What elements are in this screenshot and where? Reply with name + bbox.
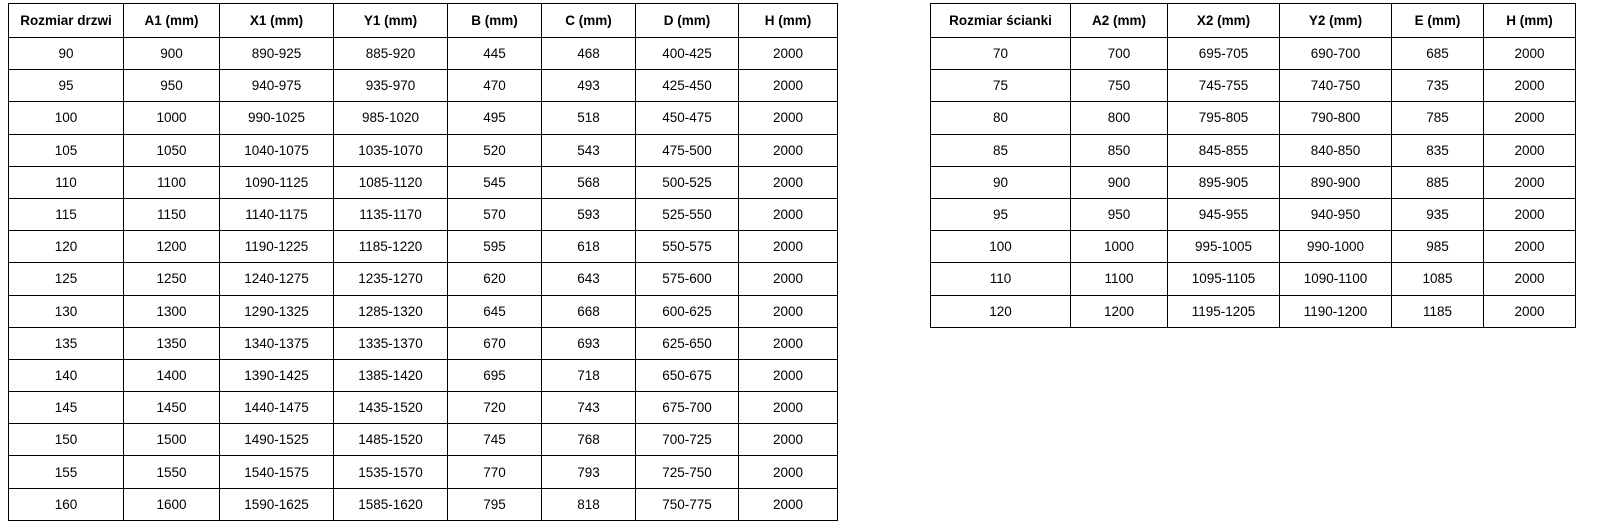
- doors-cell: 620: [448, 263, 542, 295]
- doors-cell: 2000: [739, 359, 838, 391]
- walls-cell: 700: [1071, 38, 1168, 70]
- walls-cell: 995-1005: [1168, 231, 1280, 263]
- walls-cell: 835: [1392, 134, 1484, 166]
- table-row: [931, 231, 1576, 263]
- table-row: [9, 295, 838, 327]
- doors-cell: 500-525: [636, 166, 739, 198]
- walls-cell: 100: [931, 231, 1071, 263]
- doors-column-header-2: X1 (mm): [220, 4, 334, 38]
- doors-cell: 120: [9, 231, 124, 263]
- walls-cell: 2000: [1484, 134, 1576, 166]
- doors-cell: 425-450: [636, 70, 739, 102]
- doors-cell: 150: [9, 424, 124, 456]
- doors-cell: 1190-1225: [220, 231, 334, 263]
- doors-cell: 1435-1520: [334, 392, 448, 424]
- doors-cell: 100: [9, 102, 124, 134]
- doors-cell: 115: [9, 198, 124, 230]
- doors-cell: 990-1025: [220, 102, 334, 134]
- table-row: [9, 38, 838, 70]
- doors-cell: 2000: [739, 263, 838, 295]
- walls-cell: 75: [931, 70, 1071, 102]
- walls-cell: 1195-1205: [1168, 295, 1280, 327]
- doors-cell: 1200: [124, 231, 220, 263]
- walls-cell: 1200: [1071, 295, 1168, 327]
- doors-cell: 768: [542, 424, 636, 456]
- walls-cell: 850: [1071, 134, 1168, 166]
- doors-cell: 140: [9, 359, 124, 391]
- doors-cell: 720: [448, 392, 542, 424]
- walls-dimensions-table: [930, 3, 1576, 328]
- doors-cell: 1100: [124, 166, 220, 198]
- doors-cell: 1300: [124, 295, 220, 327]
- walls-cell: 695-705: [1168, 38, 1280, 70]
- doors-cell: 618: [542, 231, 636, 263]
- walls-cell: 690-700: [1280, 38, 1392, 70]
- walls-column-header-2: X2 (mm): [1168, 4, 1280, 38]
- doors-cell: 935-970: [334, 70, 448, 102]
- walls-cell: 2000: [1484, 70, 1576, 102]
- doors-cell: 90: [9, 38, 124, 70]
- doors-cell: 675-700: [636, 392, 739, 424]
- doors-cell: 595: [448, 231, 542, 263]
- doors-cell: 1490-1525: [220, 424, 334, 456]
- walls-cell: 945-955: [1168, 198, 1280, 230]
- walls-cell: 95: [931, 198, 1071, 230]
- doors-cell: 495: [448, 102, 542, 134]
- doors-cell: 818: [542, 488, 636, 520]
- doors-cell: 1540-1575: [220, 456, 334, 488]
- doors-cell: 470: [448, 70, 542, 102]
- doors-cell: 650-675: [636, 359, 739, 391]
- walls-cell: 900: [1071, 166, 1168, 198]
- table-row: [9, 70, 838, 102]
- doors-cell: 1135-1170: [334, 198, 448, 230]
- doors-cell: 593: [542, 198, 636, 230]
- doors-cell: 95: [9, 70, 124, 102]
- walls-cell: 1095-1105: [1168, 263, 1280, 295]
- walls-cell: 1190-1200: [1280, 295, 1392, 327]
- table-row: [931, 102, 1576, 134]
- doors-cell: 745: [448, 424, 542, 456]
- table-row: [931, 134, 1576, 166]
- doors-cell: 1500: [124, 424, 220, 456]
- walls-cell: 2000: [1484, 295, 1576, 327]
- walls-cell: 2000: [1484, 102, 1576, 134]
- doors-cell: 155: [9, 456, 124, 488]
- walls-cell: 785: [1392, 102, 1484, 134]
- walls-cell: 895-905: [1168, 166, 1280, 198]
- walls-cell: 110: [931, 263, 1071, 295]
- doors-cell: 1485-1520: [334, 424, 448, 456]
- doors-cell: 718: [542, 359, 636, 391]
- doors-cell: 645: [448, 295, 542, 327]
- doors-cell: 130: [9, 295, 124, 327]
- walls-cell: 800: [1071, 102, 1168, 134]
- doors-cell: 1040-1075: [220, 134, 334, 166]
- walls-cell: 840-850: [1280, 134, 1392, 166]
- doors-cell: 743: [542, 392, 636, 424]
- doors-cell: 1035-1070: [334, 134, 448, 166]
- doors-cell: 570: [448, 198, 542, 230]
- walls-column-header-3: Y2 (mm): [1280, 4, 1392, 38]
- doors-cell: 643: [542, 263, 636, 295]
- walls-column-header-4: E (mm): [1392, 4, 1484, 38]
- walls-column-header-0: Rozmiar ścianki: [931, 4, 1071, 38]
- table-row: [931, 198, 1576, 230]
- doors-cell: 550-575: [636, 231, 739, 263]
- walls-cell: 790-800: [1280, 102, 1392, 134]
- doors-cell: 1240-1275: [220, 263, 334, 295]
- doors-cell: 105: [9, 134, 124, 166]
- doors-cell: 1150: [124, 198, 220, 230]
- doors-column-header-0: Rozmiar drzwi: [9, 4, 124, 38]
- doors-cell: 1585-1620: [334, 488, 448, 520]
- walls-cell: 740-750: [1280, 70, 1392, 102]
- table-row: [9, 359, 838, 391]
- doors-cell: 1450: [124, 392, 220, 424]
- doors-cell: 700-725: [636, 424, 739, 456]
- doors-cell: 575-600: [636, 263, 739, 295]
- doors-cell: 693: [542, 327, 636, 359]
- doors-cell: 160: [9, 488, 124, 520]
- doors-cell: 1335-1370: [334, 327, 448, 359]
- doors-cell: 1590-1625: [220, 488, 334, 520]
- doors-cell: 1000: [124, 102, 220, 134]
- walls-cell: 845-855: [1168, 134, 1280, 166]
- table-header-row: [931, 4, 1576, 38]
- doors-cell: 1535-1570: [334, 456, 448, 488]
- doors-cell: 750-775: [636, 488, 739, 520]
- doors-column-header-6: D (mm): [636, 4, 739, 38]
- doors-cell: 445: [448, 38, 542, 70]
- doors-cell: 2000: [739, 231, 838, 263]
- doors-cell: 145: [9, 392, 124, 424]
- walls-cell: 70: [931, 38, 1071, 70]
- walls-cell: 950: [1071, 198, 1168, 230]
- doors-cell: 520: [448, 134, 542, 166]
- doors-column-header-7: H (mm): [739, 4, 838, 38]
- walls-column-header-5: H (mm): [1484, 4, 1576, 38]
- walls-cell: 2000: [1484, 166, 1576, 198]
- doors-dimensions-table: [8, 3, 838, 521]
- doors-cell: 885-920: [334, 38, 448, 70]
- doors-cell: 2000: [739, 392, 838, 424]
- doors-cell: 493: [542, 70, 636, 102]
- doors-cell: 1285-1320: [334, 295, 448, 327]
- doors-cell: 2000: [739, 295, 838, 327]
- doors-cell: 890-925: [220, 38, 334, 70]
- doors-table-header: [9, 4, 838, 38]
- doors-cell: 2000: [739, 102, 838, 134]
- doors-cell: 940-975: [220, 70, 334, 102]
- walls-cell: 80: [931, 102, 1071, 134]
- doors-cell: 525-550: [636, 198, 739, 230]
- doors-cell: 793: [542, 456, 636, 488]
- table-row: [9, 134, 838, 166]
- doors-cell: 1600: [124, 488, 220, 520]
- walls-cell: 990-1000: [1280, 231, 1392, 263]
- walls-cell: 2000: [1484, 263, 1576, 295]
- table-row: [931, 295, 1576, 327]
- doors-cell: 468: [542, 38, 636, 70]
- walls-table-header: [931, 4, 1576, 38]
- walls-cell: 745-755: [1168, 70, 1280, 102]
- doors-cell: 2000: [739, 198, 838, 230]
- doors-cell: 1550: [124, 456, 220, 488]
- doors-cell: 2000: [739, 38, 838, 70]
- doors-cell: 770: [448, 456, 542, 488]
- walls-cell: 685: [1392, 38, 1484, 70]
- walls-cell: 90: [931, 166, 1071, 198]
- doors-cell: 795: [448, 488, 542, 520]
- walls-cell: 735: [1392, 70, 1484, 102]
- table-row: [9, 166, 838, 198]
- doors-cell: 1085-1120: [334, 166, 448, 198]
- doors-cell: 695: [448, 359, 542, 391]
- doors-cell: 2000: [739, 327, 838, 359]
- doors-cell: 450-475: [636, 102, 739, 134]
- doors-table-body: [9, 38, 838, 521]
- walls-cell: 795-805: [1168, 102, 1280, 134]
- doors-cell: 1090-1125: [220, 166, 334, 198]
- doors-cell: 668: [542, 295, 636, 327]
- walls-cell: 1000: [1071, 231, 1168, 263]
- doors-cell: 900: [124, 38, 220, 70]
- table-row: [931, 166, 1576, 198]
- doors-cell: 568: [542, 166, 636, 198]
- doors-cell: 2000: [739, 424, 838, 456]
- doors-cell: 400-425: [636, 38, 739, 70]
- doors-cell: 2000: [739, 166, 838, 198]
- walls-cell: 940-950: [1280, 198, 1392, 230]
- walls-table-body: [931, 38, 1576, 328]
- doors-cell: 1385-1420: [334, 359, 448, 391]
- table-row: [931, 263, 1576, 295]
- walls-cell: 2000: [1484, 198, 1576, 230]
- doors-cell: 1340-1375: [220, 327, 334, 359]
- doors-cell: 518: [542, 102, 636, 134]
- doors-cell: 1400: [124, 359, 220, 391]
- doors-cell: 2000: [739, 70, 838, 102]
- walls-cell: 985: [1392, 231, 1484, 263]
- doors-cell: 725-750: [636, 456, 739, 488]
- walls-column-header-1: A2 (mm): [1071, 4, 1168, 38]
- table-row: [9, 488, 838, 520]
- doors-cell: 950: [124, 70, 220, 102]
- walls-cell: 85: [931, 134, 1071, 166]
- doors-cell: 2000: [739, 134, 838, 166]
- table-header-row: [9, 4, 838, 38]
- doors-cell: 545: [448, 166, 542, 198]
- doors-cell: 670: [448, 327, 542, 359]
- doors-cell: 1050: [124, 134, 220, 166]
- walls-cell: 1100: [1071, 263, 1168, 295]
- doors-cell: 1250: [124, 263, 220, 295]
- table-row: [9, 327, 838, 359]
- walls-cell: 885: [1392, 166, 1484, 198]
- doors-cell: 1235-1270: [334, 263, 448, 295]
- walls-cell: 1090-1100: [1280, 263, 1392, 295]
- doors-column-header-3: Y1 (mm): [334, 4, 448, 38]
- table-row: [931, 38, 1576, 70]
- table-row: [931, 70, 1576, 102]
- doors-cell: 600-625: [636, 295, 739, 327]
- table-row: [9, 102, 838, 134]
- doors-cell: 543: [542, 134, 636, 166]
- doors-cell: 110: [9, 166, 124, 198]
- walls-cell: 2000: [1484, 38, 1576, 70]
- doors-cell: 125: [9, 263, 124, 295]
- doors-cell: 1440-1475: [220, 392, 334, 424]
- doors-cell: 1390-1425: [220, 359, 334, 391]
- doors-cell: 1290-1325: [220, 295, 334, 327]
- walls-table-container: [930, 3, 1576, 328]
- doors-column-header-5: C (mm): [542, 4, 636, 38]
- doors-cell: 1185-1220: [334, 231, 448, 263]
- walls-cell: 120: [931, 295, 1071, 327]
- doors-cell: 475-500: [636, 134, 739, 166]
- doors-cell: 1350: [124, 327, 220, 359]
- doors-cell: 1140-1175: [220, 198, 334, 230]
- walls-cell: 750: [1071, 70, 1168, 102]
- table-row: [9, 231, 838, 263]
- table-row: [9, 424, 838, 456]
- doors-cell: 2000: [739, 456, 838, 488]
- doors-cell: 2000: [739, 488, 838, 520]
- doors-cell: 135: [9, 327, 124, 359]
- table-row: [9, 392, 838, 424]
- table-row: [9, 263, 838, 295]
- doors-table-container: [8, 3, 838, 521]
- walls-cell: 935: [1392, 198, 1484, 230]
- walls-cell: 2000: [1484, 231, 1576, 263]
- table-row: [9, 456, 838, 488]
- doors-column-header-4: B (mm): [448, 4, 542, 38]
- doors-cell: 625-650: [636, 327, 739, 359]
- doors-column-header-1: A1 (mm): [124, 4, 220, 38]
- walls-cell: 1085: [1392, 263, 1484, 295]
- walls-cell: 890-900: [1280, 166, 1392, 198]
- doors-cell: 985-1020: [334, 102, 448, 134]
- table-row: [9, 198, 838, 230]
- walls-cell: 1185: [1392, 295, 1484, 327]
